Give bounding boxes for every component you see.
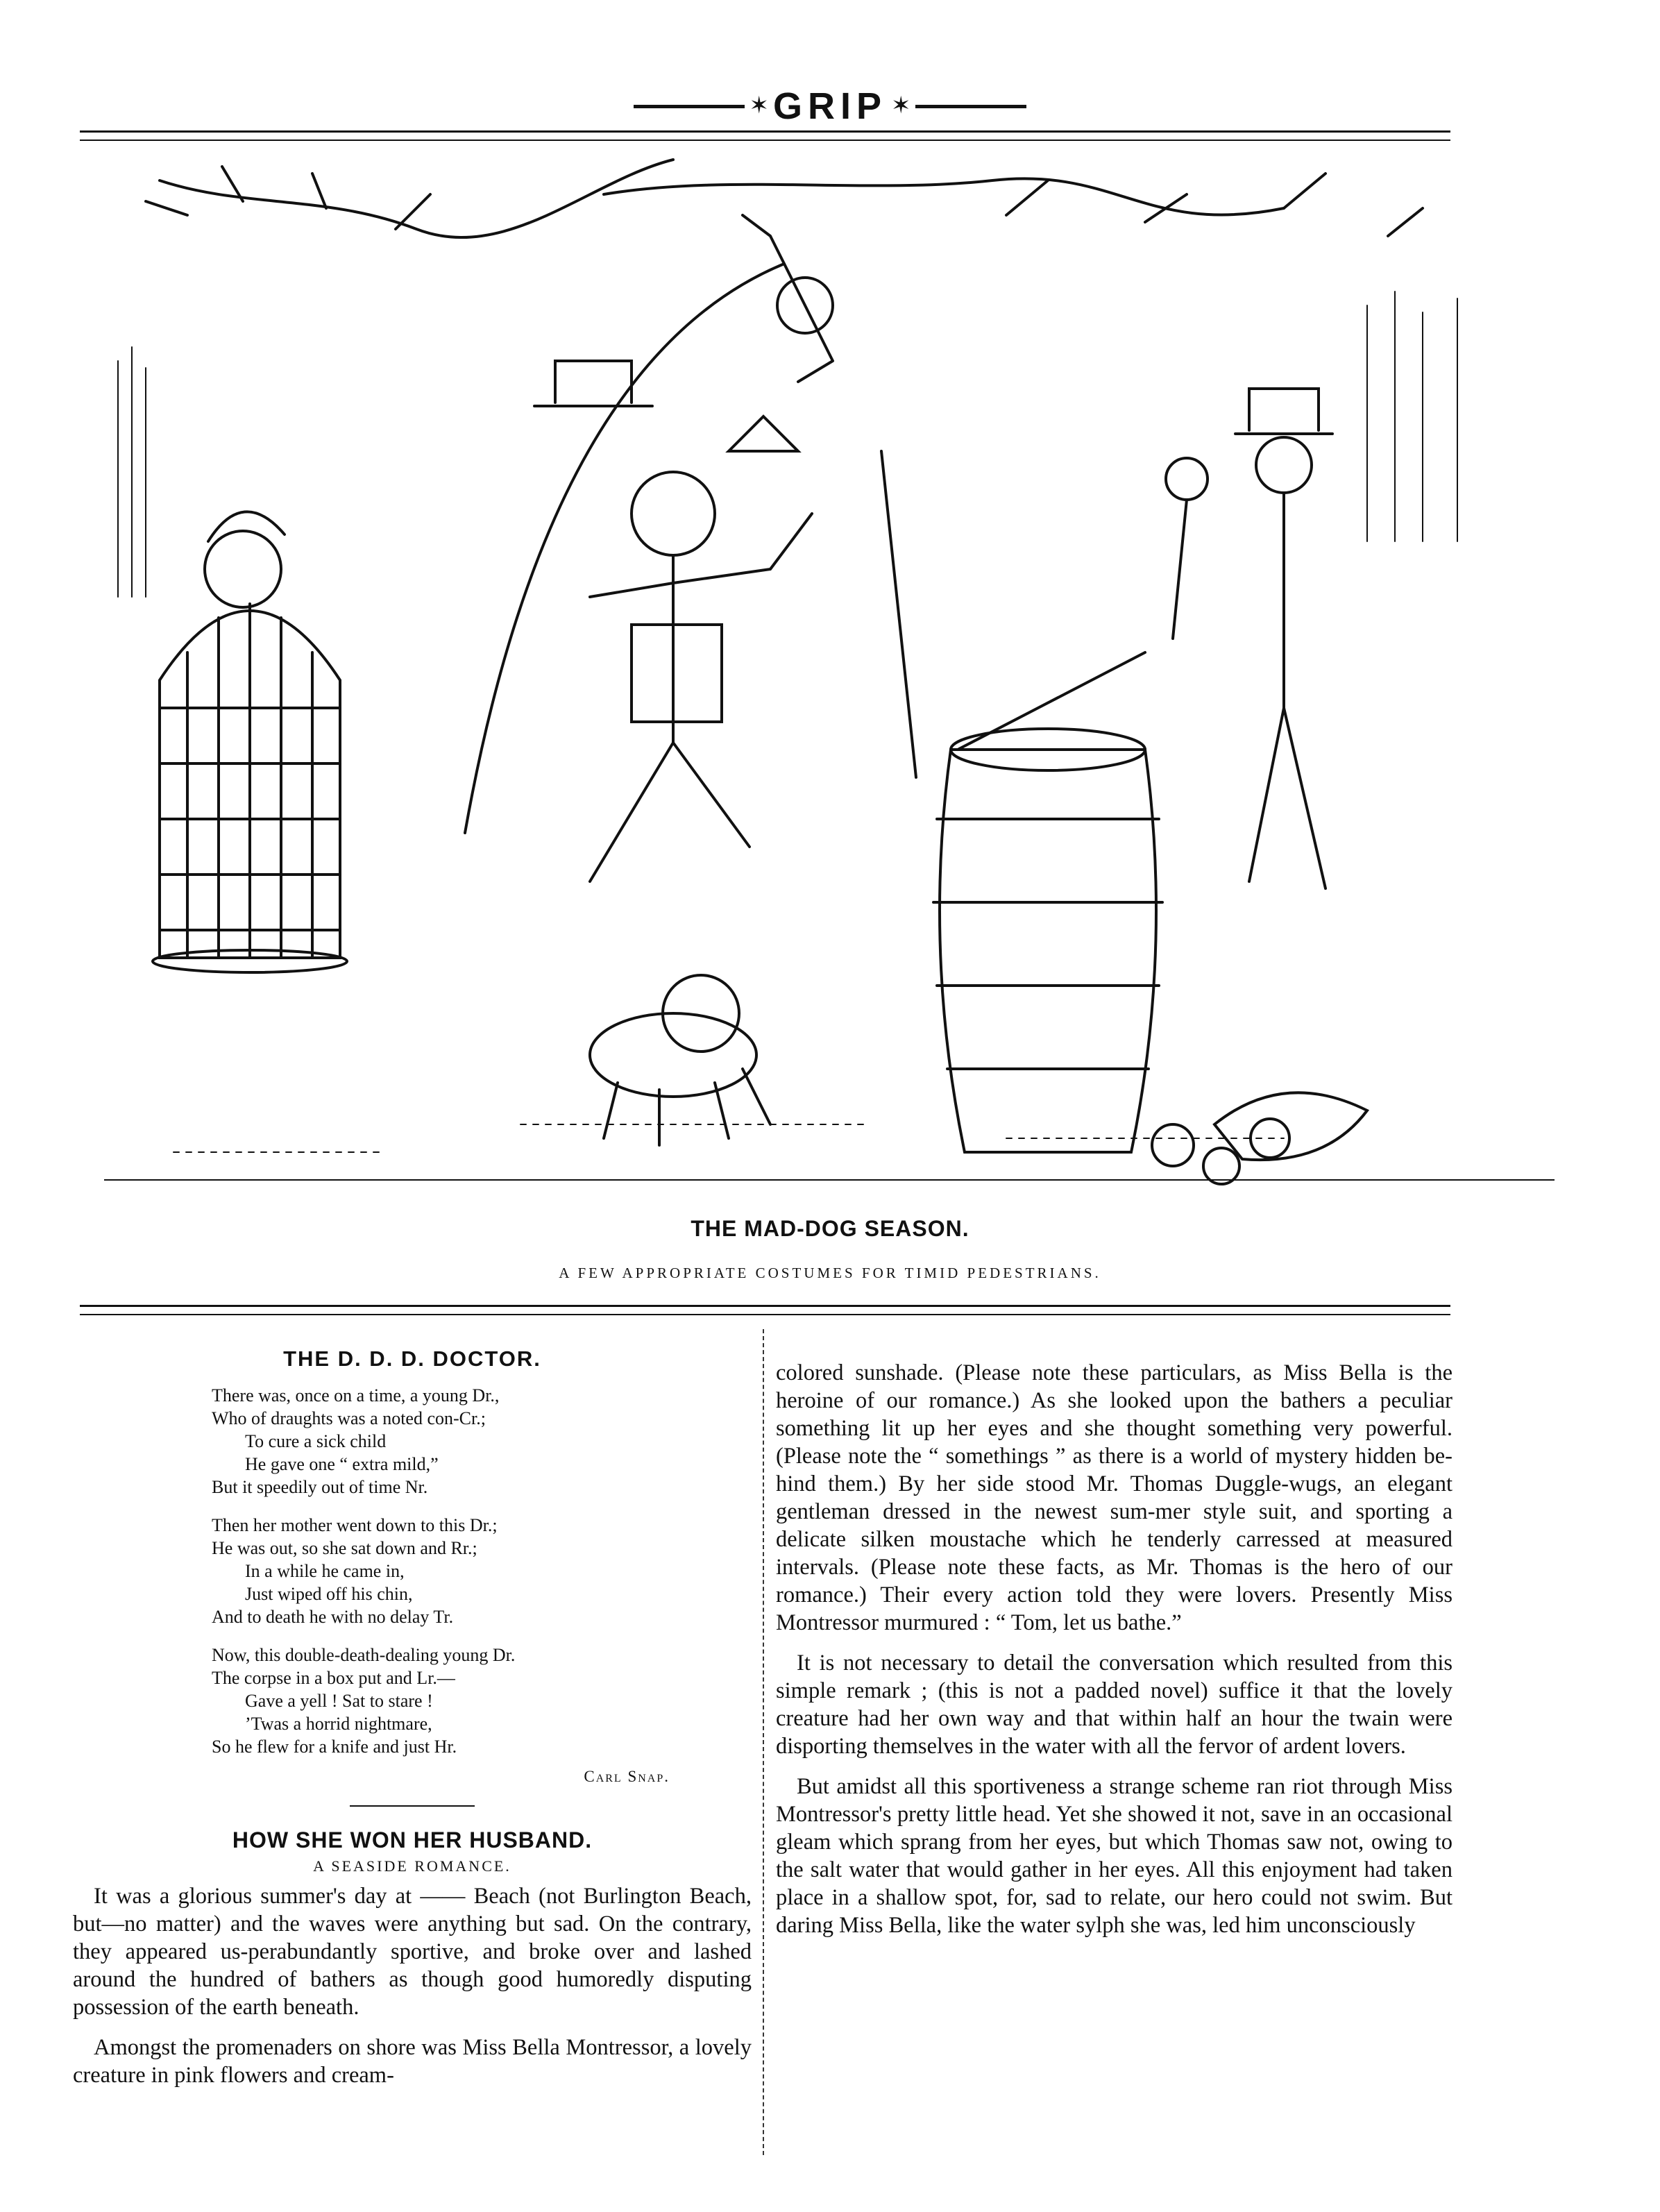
story-paragraph: Amongst the promenaders on shore was Miss Bella Montressor, a lovely creature in pink flowers and cream-: [73, 2035, 752, 2088]
poem-line: In a while he came in,: [245, 1561, 405, 1581]
poem-stanza: [212, 1644, 711, 1758]
poem-author: Carl Snap.: [584, 1768, 670, 1785]
poem-line: There was, once on a time, a young Dr.,: [212, 1385, 500, 1405]
jumping-man: [590, 472, 812, 881]
column-divider: [763, 1329, 765, 2155]
tree-branch: [160, 160, 673, 237]
poem-line: Now, this double-death-dealing young Dr.: [212, 1645, 516, 1665]
poem: [212, 1384, 711, 1786]
bulldog: [590, 975, 770, 1145]
cartoon-caption-title: THE MAD-DOG SEASON.: [691, 1216, 969, 1241]
story-title: HOW SHE WON HER HUSBAND.: [232, 1827, 593, 1852]
pile-of-objects: [1214, 1092, 1367, 1160]
poem-stanza: [212, 1514, 711, 1628]
right-column: [776, 1359, 1452, 2192]
middle-double-rule: [80, 1305, 1450, 1315]
man-hanging-from-branch: [743, 215, 833, 382]
cane: [881, 451, 916, 777]
masthead-star-left: ✶: [749, 93, 769, 119]
poem-line: He was out, so she sat down and Rr.;: [212, 1538, 477, 1558]
masthead-star-right: ✶: [891, 93, 911, 119]
poem-line: Then her mother went down to this Dr.;: [212, 1515, 498, 1535]
poem-line: Who of draughts was a noted con-Cr.;: [212, 1408, 486, 1428]
poem-line: He gave one “ extra mild,”: [245, 1454, 439, 1474]
poem-line: Just wiped off his chin,: [245, 1584, 413, 1604]
cartoon-drawing: [104, 153, 1555, 1194]
barrel-costume: [933, 652, 1162, 1152]
bird-cage: [153, 604, 347, 972]
poem-line: Gave a yell ! Sat to stare !: [245, 1691, 433, 1711]
woman-head: [205, 531, 281, 607]
poem-line: The corpse in a box put and Lr.—: [212, 1668, 455, 1688]
story-subtitle: A SEASIDE ROMANCE.: [313, 1857, 511, 1875]
masthead-title: GRIP: [772, 85, 888, 127]
story-paragraph: It is not necessary to detail the conversation which resulted from this simple remark ; (this is not a padded novel) suffice it that the lovely creature had her own way and that within half an hour the twain were disporting themselves in the water with all the fervor of ardent lovers.: [776, 1650, 1452, 1759]
poem-line: ’Twas a horrid nightmare,: [245, 1714, 432, 1734]
poem-line: And to death he with no delay Tr.: [212, 1607, 454, 1627]
pursuing-crowd: [1166, 389, 1332, 888]
bent-pole: [465, 264, 784, 833]
flying-hat: [729, 416, 798, 451]
masthead: [0, 82, 1660, 130]
poem-title: THE D. D. D. DOCTOR.: [283, 1346, 541, 1371]
left-column: [73, 1346, 752, 2193]
poem-line: To cure a sick child: [245, 1431, 387, 1451]
story-paragraph: colored sunshade. (Please note these particulars, as Miss Bella is the heroine of our romance.) As she looked upon the bathers a peculiar something lit up her eyes and she thought something very powerful. (Please note the “ somethings ” as there is a world of mystery hidden be-hind them.) By her side stood Mr. Thomas Duggle-wugs, an elegant gentleman dressed in the newest sum-mer style suit, and sporting a delicate silken moustache which he tenderly carressed at measured intervals. (Please note these facts, as Mr. Thomas is the hero of our romance.) Their every action told they were lovers. Presently Miss Montressor murmured : “ Tom, let us bathe.”: [776, 1360, 1452, 1635]
poem-line: But it speedily out of time Nr.: [212, 1477, 428, 1497]
story-paragraph: But amidst all this sportiveness a strange scheme ran riot through Miss Montressor's pretty little head. Yet she showed it not, save in an occasional gleam which sprang from her eyes, but which Thomas saw not, owing to the salt water that would gather in her eyes. All this enjoyment had taken place in a shallow spot, for, sad to relate, our hero could not swim. But daring Miss Bella, like the water sylph she was, led him unconsciously: [776, 1774, 1452, 1938]
section-divider: [350, 1805, 475, 1807]
poem-line: So he flew for a knife and just Hr.: [212, 1737, 457, 1757]
top-double-rule: [80, 130, 1450, 141]
story-paragraph: It was a glorious summer's day at —— Beach (not Burlington Beach, but—no matter) and the waves were anything but sad. On the contrary, they appeared us-perabundantly sportive, and broke over and lashed around the hundred of bathers as though good humoredly disputing possession of the earth beneath.: [73, 1884, 752, 2020]
masthead-left-rule: [634, 105, 745, 108]
cartoon-illustration: [104, 153, 1555, 1194]
cartoon-caption-subtitle: A FEW APPROPRIATE COSTUMES FOR TIMID PEDESTRIANS.: [559, 1265, 1101, 1281]
poem-stanza: [212, 1384, 711, 1498]
masthead-right-rule: [915, 105, 1026, 108]
